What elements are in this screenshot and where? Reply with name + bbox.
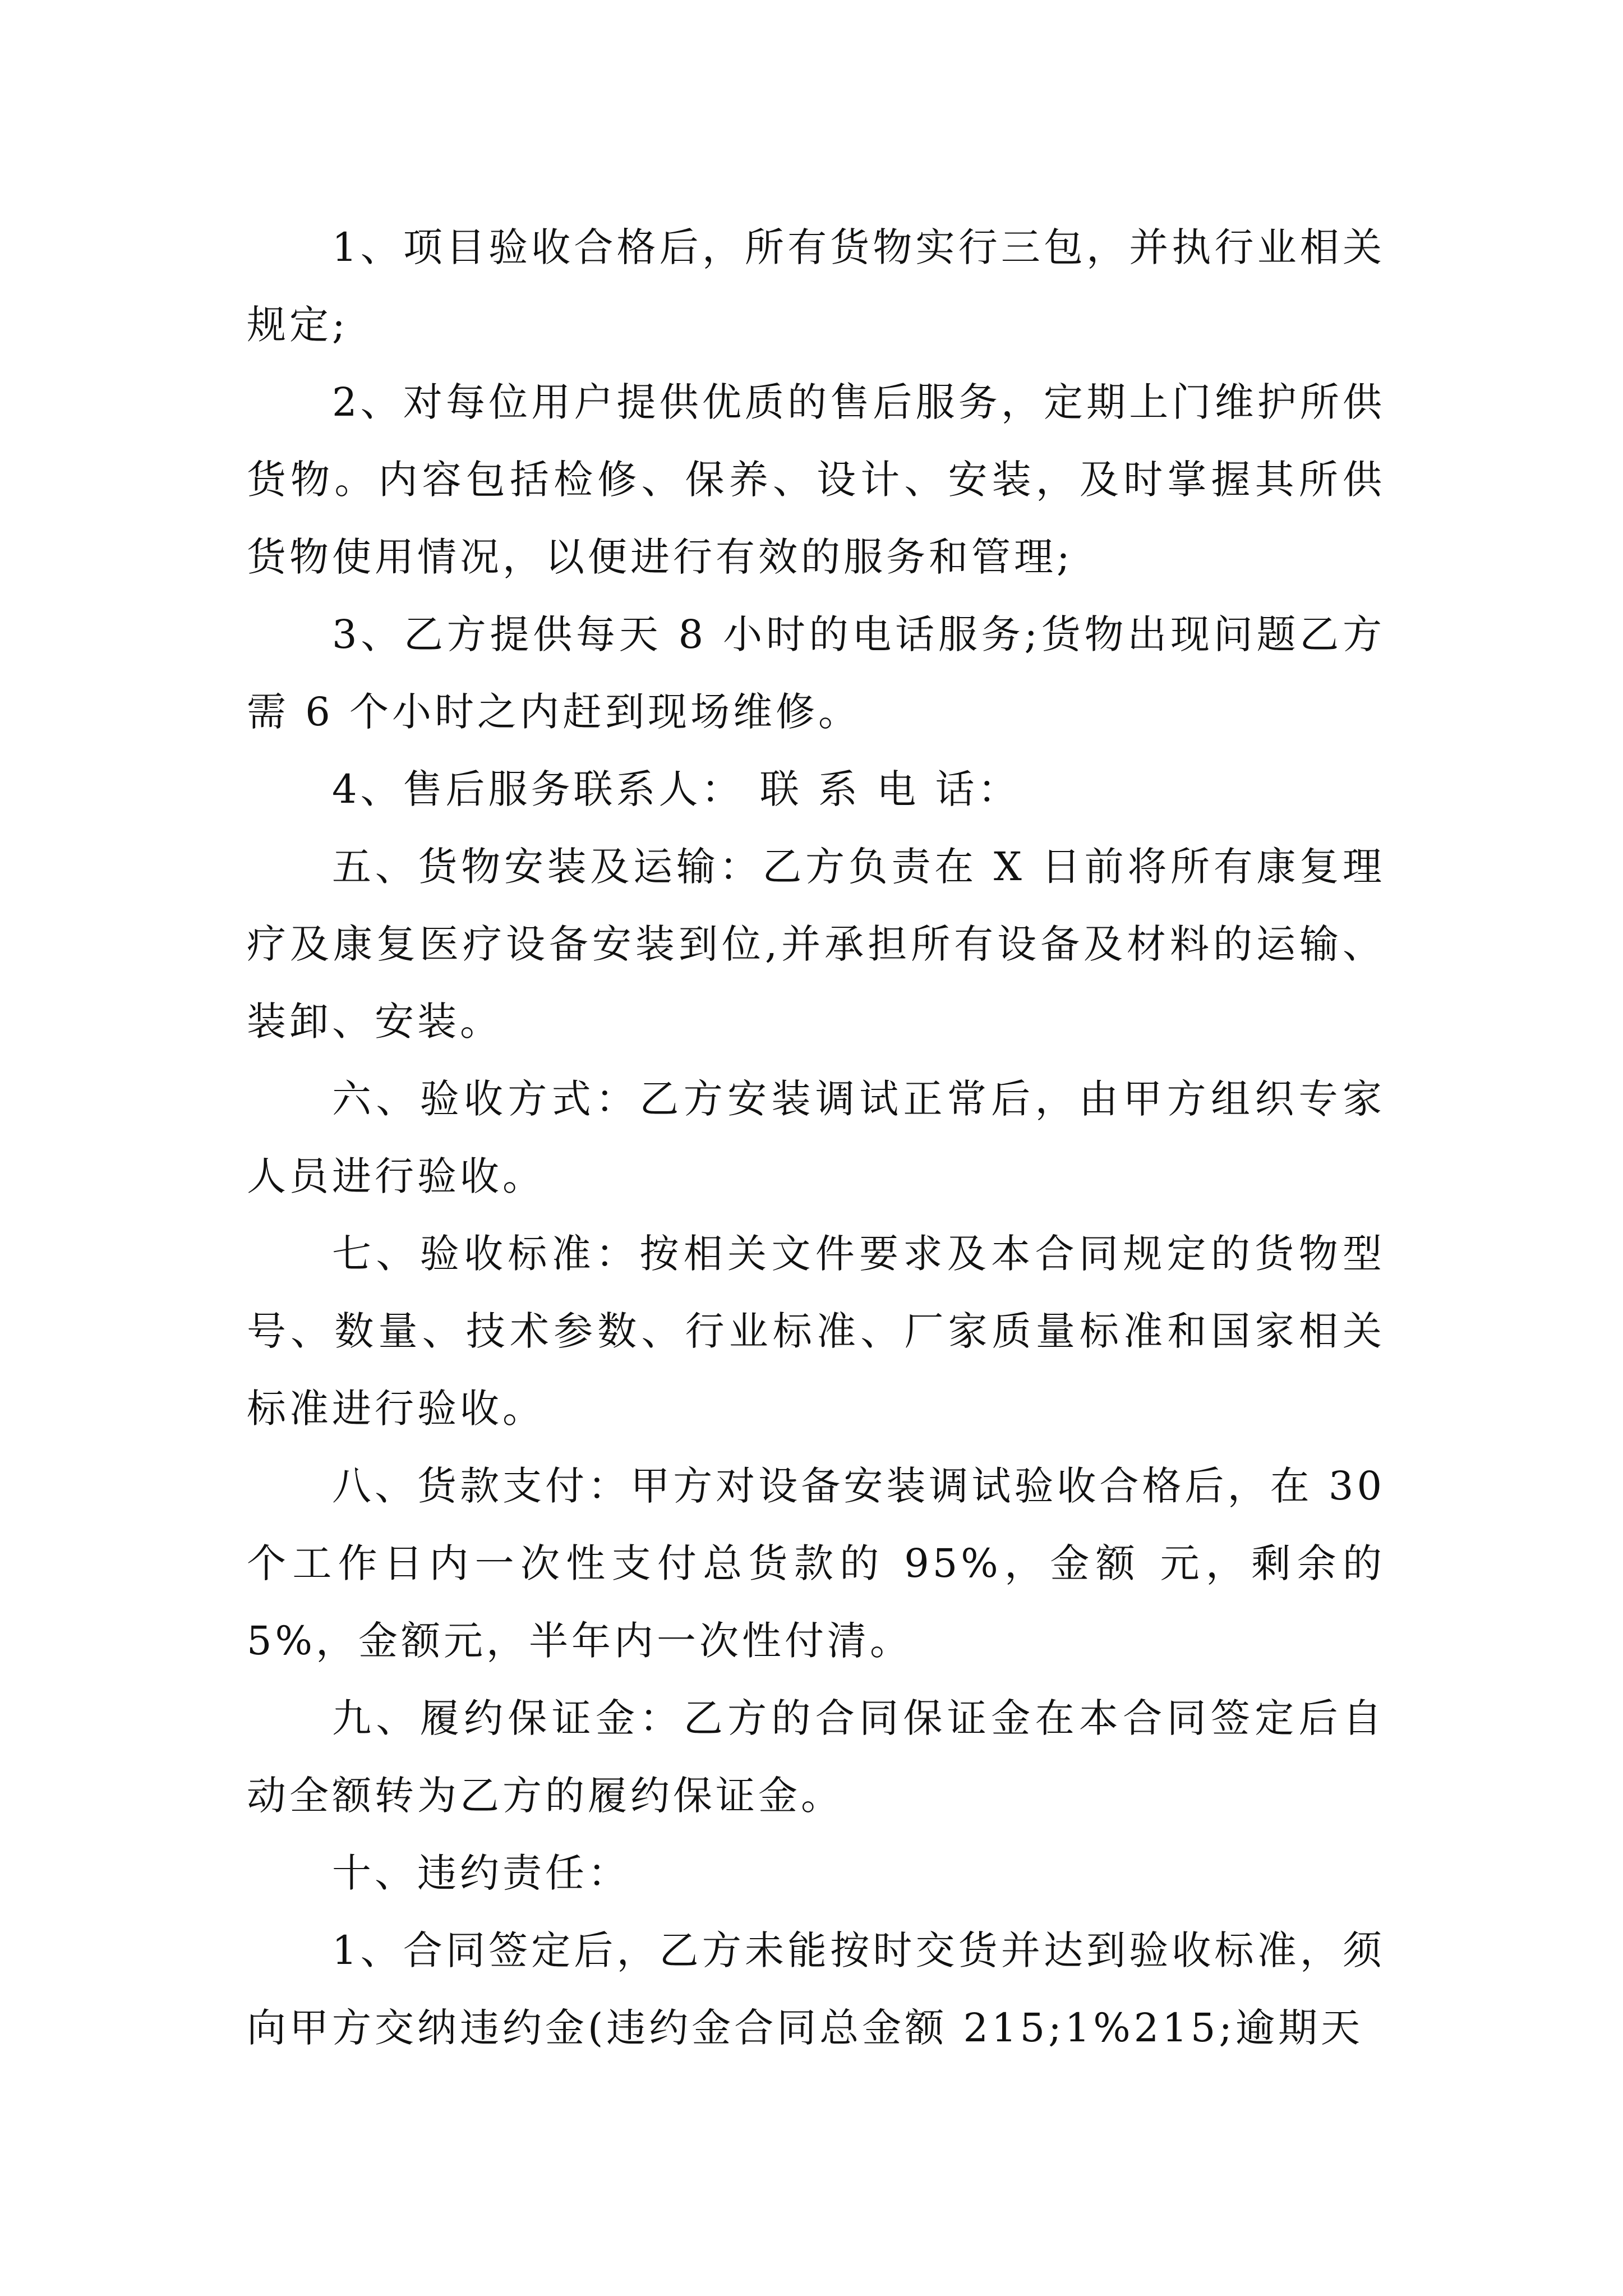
paragraph-acceptance-method: 六、验收方式：乙方安装调试正常后，由甲方组织专家人员进行验收。: [247, 1076, 1385, 1199]
paragraph-performance-bond: 九、履约保证金：乙方的合同保证金在本合同签定后自动全额转为乙方的履约保证金。: [247, 1695, 1385, 1819]
paragraph-liability-item-1: 1、合同签定后，乙方未能按时交货并达到验收标准，须向甲方交纳违约金(违约金合同总金额 215;1%215;逾期天: [247, 1927, 1385, 2051]
paragraph-payment: 八、货款支付：甲方对设备安装调试验收合格后，在 30 个工作日内一次性支付总货款的 95%，金额 元，剩余的 5%，金额元，半年内一次性付清。: [247, 1463, 1385, 1664]
paragraph-liability-heading: 十、违约责任：: [332, 1850, 630, 1896]
paragraph-after-sales-service: 2、对每位用户提供优质的售后服务，定期上门维护所供货物。内容包括检修、保养、设计、安装，及时掌握其所供货物使用情况，以便进行有效的服务和管理;: [247, 379, 1385, 580]
paragraph-phone-service: 3、乙方提供每天 8 小时的电话服务;货物出现问题乙方需 6 个小时之内赶到现场维修。: [247, 611, 1385, 735]
document-body: [247, 209, 1385, 2067]
paragraph-installation-transport: 五、货物安装及运输：乙方负责在 X 日前将所有康复理疗及康复医疗设备安装到位,并承担所有设备及材料的运输、装卸、安装。: [247, 844, 1385, 1045]
paragraph-warranty: 1、项目验收合格后，所有货物实行三包，并执行业相关规定;: [247, 224, 1385, 348]
paragraph-acceptance-standard: 七、验收标准：按相关文件要求及本合同规定的货物型号、数量、技术参数、行业标准、厂家质量标准和国家相关标准进行验收。: [247, 1231, 1385, 1432]
paragraph-contact-person: 4、售后服务联系人： 联 系 电 话：: [332, 766, 1021, 812]
